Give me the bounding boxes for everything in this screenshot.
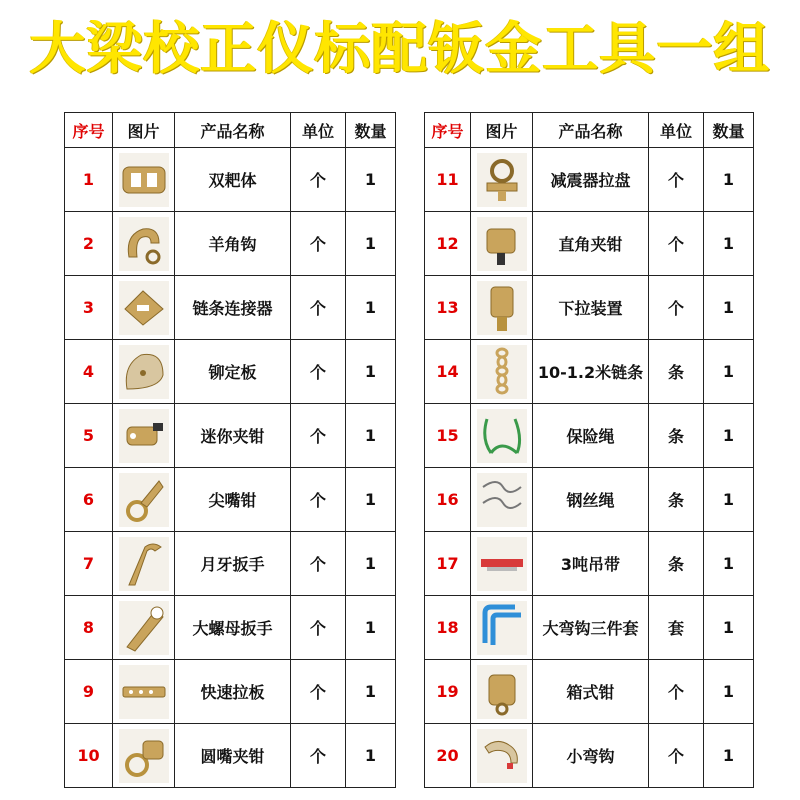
table-row (65, 212, 396, 276)
header-unit: 单位 (649, 113, 704, 148)
chain-connector-icon (119, 281, 169, 335)
row-image (113, 148, 175, 212)
row-qty: 1 (346, 724, 396, 788)
row-seq: 1 (65, 148, 113, 212)
row-qty: 1 (704, 532, 754, 596)
tool-table-right (424, 112, 754, 788)
right-angle-clamp-icon (477, 217, 527, 271)
row-seq: 12 (425, 212, 471, 276)
row-image (471, 404, 533, 468)
row-image (113, 404, 175, 468)
box-clamp-icon (477, 665, 527, 719)
row-unit: 个 (649, 724, 704, 788)
row-product-name: 3吨吊带 (533, 532, 649, 596)
table-row (65, 148, 396, 212)
claw-hook-icon (119, 217, 169, 271)
tool-table-left (64, 112, 396, 788)
row-unit: 个 (649, 148, 704, 212)
row-image (113, 340, 175, 404)
table-header-row (65, 113, 396, 148)
row-product-name: 尖嘴钳 (175, 468, 291, 532)
row-qty: 1 (704, 404, 754, 468)
header-qty: 数量 (704, 113, 754, 148)
row-product-name: 月牙扳手 (175, 532, 291, 596)
row-seq: 14 (425, 340, 471, 404)
row-seq: 3 (65, 276, 113, 340)
row-image (471, 468, 533, 532)
safety-rope-icon (477, 409, 527, 463)
header-image: 图片 (113, 113, 175, 148)
table-row (425, 468, 754, 532)
row-image (113, 468, 175, 532)
row-seq: 5 (65, 404, 113, 468)
row-product-name: 钢丝绳 (533, 468, 649, 532)
shock-puller-icon (477, 153, 527, 207)
table-row (425, 596, 754, 660)
row-image (471, 276, 533, 340)
row-seq: 16 (425, 468, 471, 532)
row-product-name: 快速拉板 (175, 660, 291, 724)
table-header-row (425, 113, 754, 148)
table-row (65, 724, 396, 788)
row-image (113, 660, 175, 724)
pointed-clamp-icon (119, 473, 169, 527)
row-qty: 1 (704, 340, 754, 404)
row-image (471, 724, 533, 788)
table-row (425, 276, 754, 340)
row-seq: 6 (65, 468, 113, 532)
nut-wrench-icon (119, 601, 169, 655)
row-seq: 11 (425, 148, 471, 212)
row-qty: 1 (346, 532, 396, 596)
row-qty: 1 (346, 660, 396, 724)
row-unit: 个 (291, 596, 346, 660)
lifting-strap-icon (477, 537, 527, 591)
table-row (425, 532, 754, 596)
row-qty: 1 (704, 148, 754, 212)
table-row (425, 724, 754, 788)
header-image: 图片 (471, 113, 533, 148)
table-row (65, 404, 396, 468)
small-hook-icon (477, 729, 527, 783)
table-row (425, 404, 754, 468)
table-row (65, 276, 396, 340)
row-unit: 个 (291, 340, 346, 404)
row-unit: 个 (291, 660, 346, 724)
row-qty: 1 (704, 276, 754, 340)
row-unit: 个 (291, 276, 346, 340)
row-seq: 17 (425, 532, 471, 596)
row-qty: 1 (704, 212, 754, 276)
row-seq: 8 (65, 596, 113, 660)
row-seq: 2 (65, 212, 113, 276)
row-seq: 10 (65, 724, 113, 788)
chain-icon (477, 345, 527, 399)
row-image (113, 532, 175, 596)
row-seq: 15 (425, 404, 471, 468)
row-qty: 1 (704, 724, 754, 788)
row-image (113, 596, 175, 660)
row-product-name: 大弯钩三件套 (533, 596, 649, 660)
row-unit: 条 (649, 532, 704, 596)
double-rake-icon (119, 153, 169, 207)
row-seq: 4 (65, 340, 113, 404)
row-qty: 1 (346, 148, 396, 212)
row-product-name: 羊角钩 (175, 212, 291, 276)
row-product-name: 保险绳 (533, 404, 649, 468)
header-seq: 序号 (65, 113, 113, 148)
row-unit: 个 (649, 276, 704, 340)
row-seq: 18 (425, 596, 471, 660)
round-clamp-icon (119, 729, 169, 783)
row-image (471, 340, 533, 404)
row-unit: 个 (291, 468, 346, 532)
tool-table-right-body (425, 148, 754, 788)
row-unit: 个 (291, 532, 346, 596)
row-product-name: 大螺母扳手 (175, 596, 291, 660)
row-product-name: 直角夹钳 (533, 212, 649, 276)
row-product-name: 下拉装置 (533, 276, 649, 340)
row-qty: 1 (346, 276, 396, 340)
row-image (113, 212, 175, 276)
anchor-plate-icon (119, 345, 169, 399)
row-image (471, 532, 533, 596)
row-unit: 个 (291, 148, 346, 212)
row-image (471, 660, 533, 724)
row-unit: 个 (649, 212, 704, 276)
row-qty: 1 (346, 340, 396, 404)
page-title: 大梁校正仪标配钣金工具一组 (29, 17, 771, 82)
mini-clamp-icon (119, 409, 169, 463)
row-image (471, 596, 533, 660)
row-product-name: 圆嘴夹钳 (175, 724, 291, 788)
row-product-name: 铆定板 (175, 340, 291, 404)
table-row (425, 212, 754, 276)
row-image (471, 148, 533, 212)
tool-table-left-body (65, 148, 396, 788)
row-seq: 13 (425, 276, 471, 340)
table-row (65, 532, 396, 596)
row-qty: 1 (704, 468, 754, 532)
table-row (65, 340, 396, 404)
row-seq: 20 (425, 724, 471, 788)
row-qty: 1 (346, 212, 396, 276)
table-row (65, 468, 396, 532)
row-product-name: 减震器拉盘 (533, 148, 649, 212)
row-unit: 条 (649, 468, 704, 532)
table-row (425, 660, 754, 724)
row-unit: 个 (291, 212, 346, 276)
crescent-wrench-icon (119, 537, 169, 591)
row-unit: 个 (291, 724, 346, 788)
row-seq: 19 (425, 660, 471, 724)
row-unit: 个 (649, 660, 704, 724)
bend-hook-set-icon (477, 601, 527, 655)
row-product-name: 小弯钩 (533, 724, 649, 788)
row-qty: 1 (704, 596, 754, 660)
header-unit: 单位 (291, 113, 346, 148)
row-unit: 条 (649, 404, 704, 468)
row-qty: 1 (346, 404, 396, 468)
header-seq: 序号 (425, 113, 471, 148)
row-seq: 9 (65, 660, 113, 724)
row-unit: 套 (649, 596, 704, 660)
header-name: 产品名称 (533, 113, 649, 148)
row-product-name: 迷你夹钳 (175, 404, 291, 468)
row-product-name: 箱式钳 (533, 660, 649, 724)
row-image (113, 724, 175, 788)
table-row (65, 596, 396, 660)
pull-plate-icon (119, 665, 169, 719)
header-qty: 数量 (346, 113, 396, 148)
row-image (113, 276, 175, 340)
row-product-name: 链条连接器 (175, 276, 291, 340)
table-row (425, 340, 754, 404)
pull-down-device-icon (477, 281, 527, 335)
row-qty: 1 (704, 660, 754, 724)
row-product-name: 10-1.2米链条 (533, 340, 649, 404)
row-qty: 1 (346, 468, 396, 532)
row-product-name: 双耙体 (175, 148, 291, 212)
table-row (425, 148, 754, 212)
row-unit: 条 (649, 340, 704, 404)
table-row (65, 660, 396, 724)
row-qty: 1 (346, 596, 396, 660)
row-unit: 个 (291, 404, 346, 468)
row-image (471, 212, 533, 276)
row-seq: 7 (65, 532, 113, 596)
header-name: 产品名称 (175, 113, 291, 148)
wire-rope-icon (477, 473, 527, 527)
